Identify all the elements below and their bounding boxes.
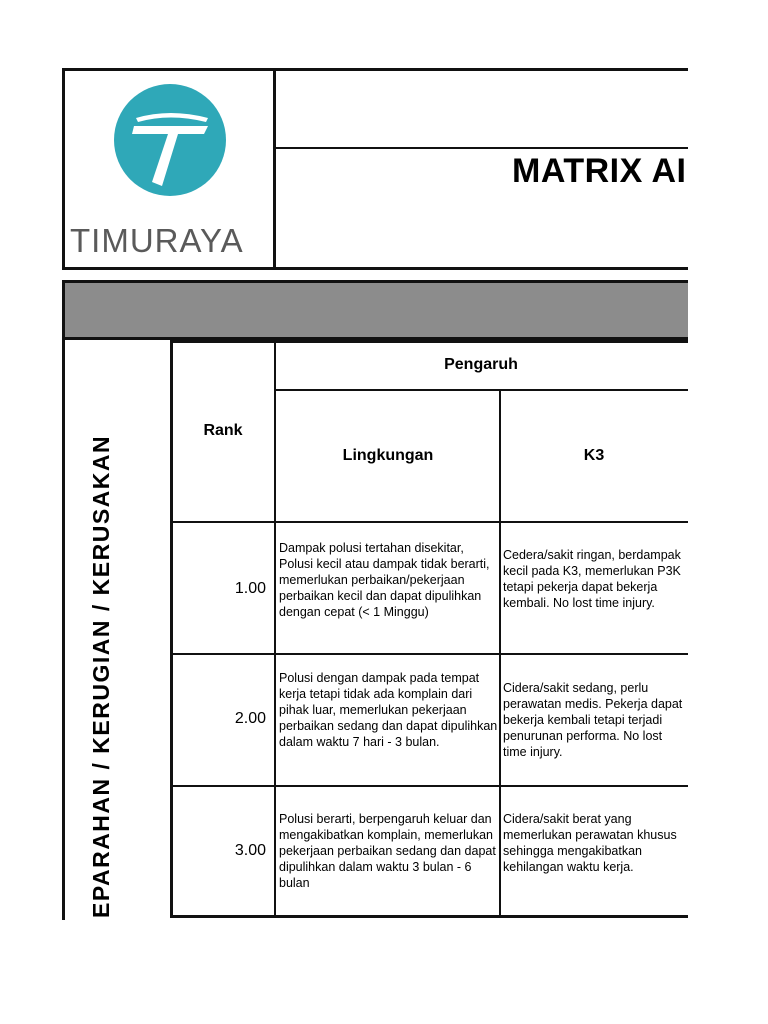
table-header-divider: [276, 389, 688, 391]
side-label: EPARAHAN / KERUGIAN / KERUSAKAN: [88, 434, 114, 918]
lingkungan-cell: Polusi dengan dampak pada tempat kerja tetapi tidak ada komplain dari pihak luar, memerlukan pekerjaan perbaikan sedang dan dapat dipulihkan dalam waktu 7 hari - 3 bulan.: [279, 671, 498, 749]
row-divider: [170, 915, 688, 918]
lingkungan-cell: Polusi berarti, berpengaruh keluar dan mengakibatkan komplain, memerlukan pekerjaan perbaikan sedang dan dapat dipulihkan dalam waktu 3 bulan - 6 bulan: [279, 812, 496, 890]
rank-value: 2.00: [234, 710, 266, 727]
table-header-bottom: [170, 521, 688, 523]
k3-cell: Cedera/sakit ringan, berdampak kecil pada K3, memerlukan P3K tetapi pekerja dapat bekerja kembali. No lost time injury.: [503, 548, 681, 610]
row-divider: [170, 785, 688, 787]
rank-value: 1.00: [234, 580, 266, 597]
brand-wordmark: TIMURAYA: [70, 222, 244, 259]
section-band: [62, 280, 688, 340]
k3-cell: Cidera/sakit berat yang memerlukan perawatan khusus sehingga mengakibatkan kehilangan waktu kerja.: [503, 812, 677, 874]
row-divider: [170, 653, 688, 655]
rank-value: 3.00: [234, 842, 266, 859]
timuraya-logo-icon: [112, 82, 228, 198]
page-title: MATRIX AI: [512, 152, 687, 190]
column-divider: [499, 389, 501, 918]
k3-cell: Cidera/sakit sedang, perlu perawatan medis. Pekerja dapat bekerja kembali tetapi terjadi penurunan performa. No lost time injury.: [503, 681, 683, 759]
header-rank: Rank: [203, 422, 243, 439]
header-pengaruh: Pengaruh: [444, 356, 518, 373]
column-divider: [274, 340, 276, 918]
header-k3: K3: [583, 447, 605, 464]
header-divider: [276, 147, 688, 149]
lingkungan-cell: Dampak polusi tertahan disekitar, Polusi kecil atau dampak tidak berarti, memerlukan perbaikan/pekerjaan perbaikan kecil dan dapat dipulihkan dengan cepat (< 1 Minggu): [279, 541, 490, 619]
header-lingkungan: Lingkungan: [342, 447, 434, 464]
